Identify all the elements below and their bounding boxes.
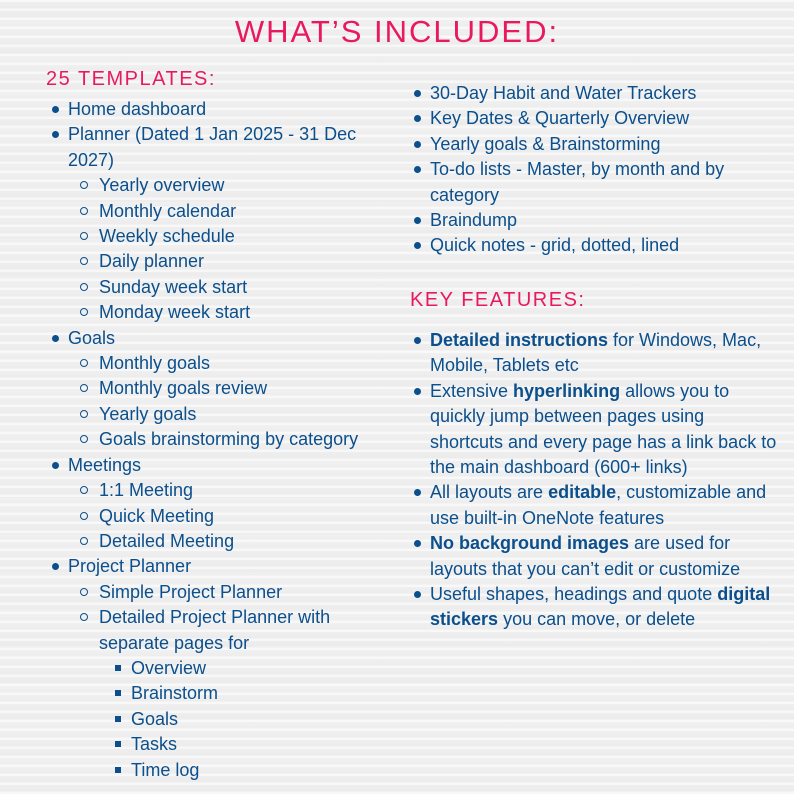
template-item: Quick notes - grid, dotted, lined — [410, 233, 780, 258]
template-item: Yearly goals & Brainstorming — [410, 132, 780, 157]
feature-text: are used for layouts that you can’t edit or customize — [430, 533, 741, 579]
feature-item — [410, 531, 780, 582]
template-item: Simple Project Planner — [48, 580, 398, 605]
template-item: Project Planner — [48, 554, 398, 579]
feature-text: for Windows, Mac, Mobile, Tablets etc — [430, 330, 762, 376]
template-item: Quick Meeting — [48, 504, 398, 529]
feature-keyword: digital stickers — [430, 584, 771, 630]
feature-keyword: No background images — [430, 533, 630, 554]
feature-text: Extensive — [430, 380, 514, 401]
page-title: WHAT’S INCLUDED: — [234, 14, 560, 49]
template-item: Planner (Dated 1 Jan 2025 - 31 Dec 2027) — [48, 122, 398, 173]
feature-keyword: editable — [548, 482, 617, 503]
template-item: Time log — [48, 758, 398, 783]
template-item: Brainstorm — [48, 681, 398, 706]
template-item: Sunday week start — [48, 275, 398, 300]
template-item: 30-Day Habit and Water Trackers — [410, 81, 780, 106]
template-item: Detailed Project Planner with separate pages for — [48, 605, 398, 656]
feature-text: you can move, or delete — [498, 609, 696, 630]
template-item: Weekly schedule — [48, 224, 398, 249]
template-item: 1:1 Meeting — [48, 478, 398, 503]
template-item: Yearly overview — [48, 173, 398, 198]
template-item: Monthly calendar — [48, 199, 398, 224]
templates-heading: 25 TEMPLATES: — [46, 68, 216, 90]
feature-item — [410, 480, 780, 531]
template-item: Monthly goals — [48, 351, 398, 376]
template-item: Monthly goals review — [48, 376, 398, 401]
features-list — [410, 328, 780, 633]
feature-text: , customizable and use built-in OneNote features — [430, 482, 767, 528]
more-templates-list — [410, 81, 780, 259]
feature-text: All layouts are — [430, 482, 549, 503]
feature-text: allows you to quickly jump between pages using shortcuts and every page has a link back to the main dashboard (600+ links) — [430, 380, 777, 478]
template-item: Home dashboard — [48, 97, 398, 122]
feature-keyword: Detailed instructions — [430, 330, 609, 350]
templates-list — [48, 97, 398, 783]
template-item: Meetings — [48, 453, 398, 478]
template-item: Monday week start — [48, 300, 398, 325]
feature-item — [410, 328, 780, 379]
feature-item — [410, 582, 780, 633]
features-heading: KEY FEATURES: — [410, 289, 586, 311]
feature-item — [410, 379, 780, 481]
template-item: Goals — [48, 707, 398, 732]
template-item: Detailed Meeting — [48, 529, 398, 554]
feature-text: Useful shapes, headings and quote — [430, 584, 718, 605]
template-item: Tasks — [48, 732, 398, 757]
template-item: Key Dates & Quarterly Overview — [410, 106, 780, 131]
template-item: Braindump — [410, 208, 780, 233]
template-item: Yearly goals — [48, 402, 398, 427]
template-item: Goals brainstorming by category — [48, 427, 398, 452]
template-item: Goals — [48, 326, 398, 351]
template-item: Overview — [48, 656, 398, 681]
template-item: To-do lists - Master, by month and by category — [410, 157, 780, 208]
template-item: Daily planner — [48, 249, 398, 274]
feature-keyword: hyperlinking — [513, 380, 621, 401]
